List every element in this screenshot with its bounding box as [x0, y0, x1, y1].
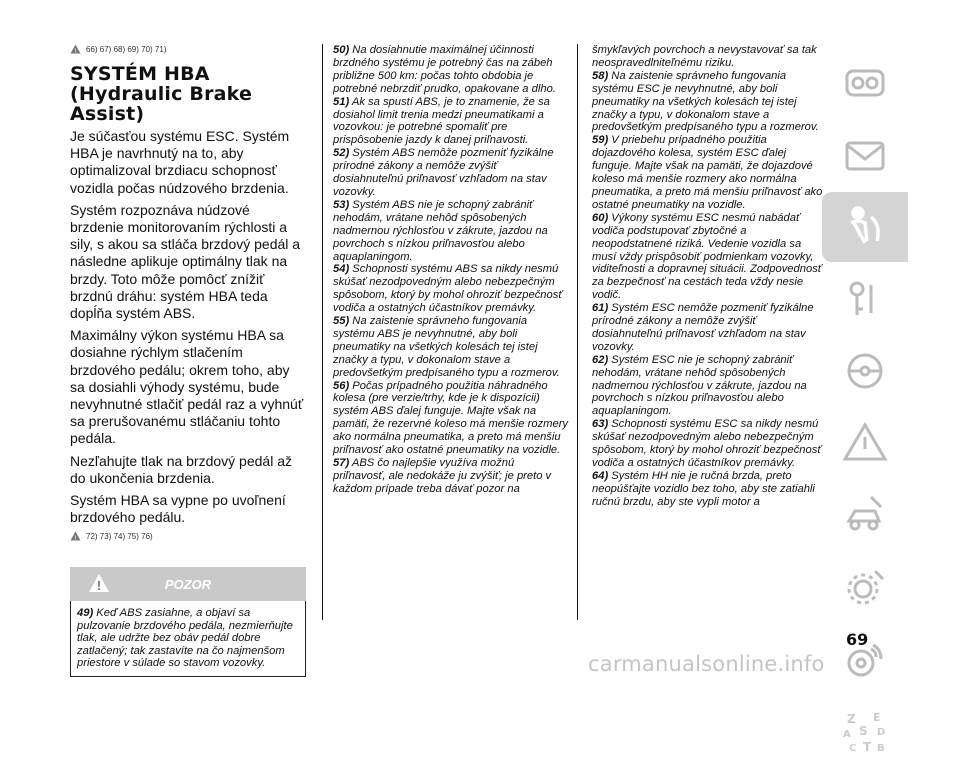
note-text: Výkony systému ESC nesmú nabádať vodiča podstupovať zbytočné a neopodstatnené riziká. Vedenie vozidla sa musí vždy prispôsobiť podmienkam vozovky, viditeľnosti a dopravnej situácii. Zodpovednosť za bezpečnosť na cestách teda vždy nesie vodič.: [592, 211, 822, 302]
column-1: [70, 44, 306, 677]
paragraph: Systém HBA sa vypne po uvoľnení brzdového pedálu.: [70, 492, 286, 526]
note-text: Počas prípadného použitia náhradného kolesa (pre verzie/trhy, kde je k dispozícii) systém ABS ďalej funguje. Majte však na pamäti, že rezervné koleso má menšie rozmery ako normálna pneumatika, a preto má menšiu priľnavosť ako ostatné pneumatiky na vozidle.: [333, 379, 569, 457]
paragraph: Systém rozpoznáva núdzové brzdenie monitorovaním rýchlosti a sily, s akou sa stláča brzdový pedál a následne aplikuje optimálny tlak na brzdy. Toto môže pomôcť znížiť brzdnú dráhu: systém HBA teda dopĺňa systém ABS.: [70, 201, 301, 322]
gear-tools-icon: [841, 563, 889, 611]
steering-wheel-icon: [841, 347, 889, 395]
index-letter: E: [873, 711, 881, 724]
note-number: 57): [333, 457, 350, 469]
note-text: Schopnosti systému ESC sa nikdy nesmú skúšať nezodpovedným alebo nebezpečným spôsobom, ktorý by mohol ohroziť bezpečnosť vodiča a ostatných účastníkov premávky.: [592, 418, 822, 469]
note-item: [333, 147, 569, 199]
note-item: [592, 302, 828, 354]
note-item: [592, 134, 828, 211]
pozor-box: [70, 601, 306, 676]
warning-refs-text: 66) 67) 68) 69) 70) 71): [86, 44, 167, 54]
svg-text:!: !: [96, 579, 102, 594]
note-number: 61): [592, 302, 609, 315]
note-number: 53): [333, 198, 350, 211]
warning-triangle-icon: [70, 531, 81, 541]
note-text: ABS čo najlepšie využíva možnú priľnavosť, ale nedokáže ju zvýšiť; je preto v každom prípade treba dávať pozor na: [333, 457, 552, 495]
note-number: 63): [592, 418, 609, 431]
warning-refs-text: 72) 73) 74) 75) 76): [86, 531, 153, 541]
note-item: [592, 418, 828, 470]
wrench-car-icon: [841, 491, 889, 539]
note-text: Systém ABS nemôže pozmeniť fyzikálne prírodné zákony a nemôže zvýšiť dosiahnuteľnú priľnavosť vzhľadom na stav vozovky.: [333, 147, 554, 198]
watermark: carmanualsonline.info: [588, 652, 825, 676]
tab-driving[interactable]: [822, 336, 908, 406]
pozor-title: POZOR: [164, 577, 212, 593]
index-letter: A: [843, 729, 851, 740]
note-item: [333, 315, 569, 380]
note-text: Systém ESC nie je schopný zabrániť nehodám, vrátane nehôd spôsobených nadmernou rýchlosťou v zákrute, jazdou na povrchoch s nízkou priľnavosťou alebo aquaplaningom.: [592, 353, 807, 418]
tab-safety[interactable]: [822, 192, 908, 262]
alphabet-index-icon: [841, 707, 889, 755]
note-item: [592, 354, 828, 419]
tab-maintenance[interactable]: [822, 480, 908, 550]
note-item: [333, 263, 569, 315]
paragraph: Nezľahujte tlak na brzdový pedál až do ukončenia brzdenia.: [70, 452, 292, 486]
chapter-index-sidebar: [822, 48, 908, 768]
note-text: Ak sa spustí ABS, je to znamenie, že sa dosiahol limit trenia medzi pneumatikami a vozovkou: je potrebné spomaliť pre prispôsobenie jazdy k danej priľnavosti.: [333, 95, 550, 147]
note-item: [592, 70, 828, 135]
index-letter: B: [877, 743, 885, 754]
note-text: Na dosiahnutie maximálnej účinnosti brzdného systému je potrebný čas na zábeh približne 500 km: počas tohto obdobia je potrebné nebrzdiť prudko, opakovane a dlho.: [333, 44, 556, 95]
note-item: [333, 457, 569, 496]
index-letter: S: [859, 724, 868, 738]
tab-technical[interactable]: [822, 552, 908, 622]
note-item: [592, 212, 828, 302]
warning-triangle-icon: [70, 44, 81, 54]
column-3: [592, 44, 828, 509]
paragraph: Maximálny výkon systému HBA sa dosiahne rýchlym stlačením brzdového pedálu; okrem toho, aby sa dosiahli výhody systému, bude nevyhnutné stlačiť pedál raz a vyhnúť sa prerušovanému stláčaniu tohto pedála.: [70, 327, 304, 447]
envelope-warning-icon: [841, 131, 889, 179]
tab-starting[interactable]: [822, 264, 908, 334]
index-letter: Z: [847, 712, 856, 726]
note-number: 52): [333, 147, 350, 160]
seatbelt-airbag-icon: [841, 203, 889, 251]
note-text: Systém HH nie je ručná brzda, preto neopúšťajte vozidlo bez toho, aby ste zatiahli ručnú brzdu, aby ste vypli motor a: [592, 469, 815, 508]
note-text: Systém ESC nemôže pozmeniť fyzikálne prírodné zákony a nemôže zvýšiť dosiahnuteľnú priľnavosť vzhľadom na stav vozovky.: [592, 302, 814, 353]
note-number: 59): [592, 134, 609, 147]
tab-emergency[interactable]: [822, 408, 908, 478]
note-number: 62): [592, 353, 609, 366]
tab-dashboard[interactable]: [822, 48, 908, 118]
column-divider: [577, 44, 578, 620]
note-item: [333, 96, 569, 148]
index-letter: T: [863, 740, 872, 754]
note-number: 60): [592, 211, 609, 224]
tab-warnings[interactable]: [822, 120, 908, 190]
note-number: 64): [592, 469, 609, 482]
tab-index[interactable]: [822, 696, 908, 766]
column-2: [333, 44, 569, 496]
note-text: šmykľavých povrchoch a nevystavovať sa tak neospravedlniteľnému riziku.: [592, 44, 817, 69]
svg-text:!: !: [74, 47, 77, 54]
note-number: 49): [77, 607, 94, 620]
page-number: 69: [846, 630, 869, 649]
index-letter: C: [849, 743, 857, 754]
note-number: 54): [333, 263, 350, 276]
note-text: Systém ABS nie je schopný zabrániť nehodám, vrátane nehôd spôsobených nadmernou rýchlosťou v zákrute, jazdou na povrchoch s nízkou priľnavosťou alebo aquaplaningom.: [333, 198, 548, 263]
note-number: 50): [333, 44, 350, 56]
note-item: [592, 44, 828, 70]
note-number: 51): [333, 95, 350, 108]
note-item: [333, 380, 569, 457]
svg-text:!: !: [74, 535, 77, 542]
note-text: Keď ABS zasiahne, a objaví sa pulzovanie brzdového pedála, nezmierňujte tlak, ale udržte bez obáv pedál dobre zatlačený; tak zastavíte na čo najmenšom priestore v súlade so stavom vozovky.: [77, 607, 293, 670]
note-text: Schopnosti systému ABS sa nikdy nesmú skúšať nezodpovedným alebo nebezpečným spôsobom, ktorý by mohol ohroziť bezpečnosť vodiča a ostatných účastníkov premávky.: [333, 263, 563, 315]
car-dashboard-icon: [841, 59, 889, 107]
key-wrench-icon: [841, 275, 889, 323]
note-item: [333, 199, 569, 264]
index-letter: D: [877, 727, 886, 738]
note-number: 55): [333, 315, 350, 328]
note-item: [592, 470, 828, 509]
warning-refs-bottom: [70, 531, 306, 541]
warning-refs-top: [70, 44, 306, 54]
note-text: V priebehu prípadného použitia dojazdového kolesa, systém ESC ďalej funguje. Majte však na pamäti, že dojazdové koleso má menšie rozmery ako normálna pneumatika, a preto má menšiu priľnavosť ako ostatné pneumatiky na vozidle.: [592, 134, 823, 211]
note-item: [333, 44, 569, 96]
section-title: SYSTÉM HBA (Hydraulic Brake Assist): [70, 63, 253, 125]
note-text: Na zaistenie správneho fungovania systému ESC je nevyhnutné, aby boli pneumatiky na všetkých kolesách tej istej značky a typu, v dokonalom stave a predovšetkým predpísaného typu a rozmerov.: [592, 69, 819, 134]
note-number: 58): [592, 69, 609, 82]
column-divider: [322, 44, 323, 620]
pozor-header: [70, 567, 306, 601]
warning-triangle-icon: [841, 419, 889, 467]
note-text: Na zaistenie správneho fungovania systému ABS je nevyhnutné, aby boli pneumatiky na všetkých kolesách tej istej značky a typu, v dokonalom stave a predovšetkým predpísaného typu a rozmerov.: [333, 315, 560, 379]
note-number: 56): [333, 379, 350, 392]
paragraph: Je súčasťou systému ESC. Systém HBA je navrhnutý na to, aby optimalizoval brzdiacu schopnosť vozidla počas núdzového brzdenia.: [70, 128, 290, 196]
